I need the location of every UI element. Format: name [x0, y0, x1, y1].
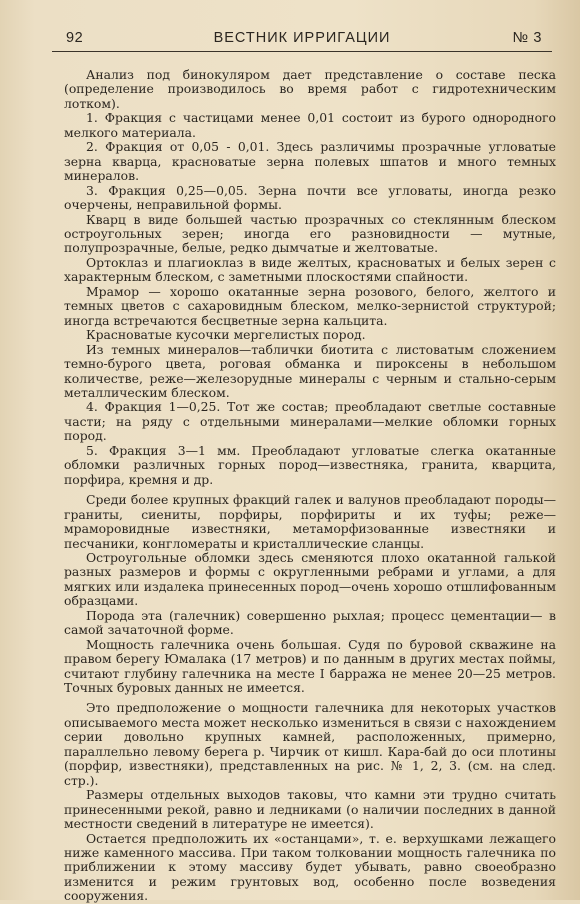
- paragraph: Порода эта (галечник) совершенно рыхлая; процесс цементации— в самой зачаточной форме.: [64, 607, 556, 638]
- paragraph: Красноватые кусочки мергелистых пород.: [86, 327, 366, 343]
- paragraph: Мрамор — хорошо окатанные зерна розового, белого, желтого и темных цветов с сахаровидным блеском, мелко-зернистой структурой; иногда встречаются бесцветные зерна кальцита.: [64, 283, 556, 328]
- paragraph: 2. Фракция от 0,05 - 0,01. Здесь различимы прозрачные угловатые зерна кварца, красноватые зерна полевых шпатов и много темных минералов.: [64, 139, 556, 184]
- paragraph: 1. Фракция с частицами менее 0,01 состоит из бурого однородного мелкого материала.: [64, 110, 556, 140]
- paragraph: Ортоклаз и плагиоклаз в виде желтых, красноватых и белых зерен с характерным блеском, с заметными плоскостями спайности.: [64, 254, 556, 285]
- paragraph: Это предположение о мощности галечника для некоторых участков описываемого места может несколько измениться в связи с нахождением серии довольно крупных камней, расположенных, примерно, параллельно левому берега р. Чирчик от кишл. Кара-бай до оси плотины (порфир, известняки), представленных на рис. № 1, 2, 3. (см. на след. стр.).: [64, 700, 556, 788]
- paragraph: Остроугольные обломки здесь сменяются плохо окатанной галькой разных размеров и формы с округленными ребрами и углами, а для мягких или издалека принесенных пород—очень хорошо отшлифованным образцами.: [64, 549, 556, 609]
- header-rule: [52, 51, 552, 52]
- paragraph: Анализ под бинокуляром дает представление о составе песка (определение производилось во время работ с гидротехническим лотком).: [64, 67, 556, 111]
- paragraph: 3. Фракция 0,25—0,05. Зерна почти все угловаты, иногда резко очерчены, неправильной формы.: [64, 182, 556, 213]
- paragraph: Среди более крупных фракций галек и валунов преобладают породы— граниты, сиениты, порфиры, порфириты и их туфы; реже—мраморовидные известняки, метаморфизованные известняки и песчаники, конгломераты и кристаллические сланцы.: [64, 492, 556, 551]
- paragraph: Размеры отдельных выходов таковы, что камни эти трудно считать принесенными рекой, равно и ледниками (о наличии последних в данной местности сведений в литературе не имеется).: [64, 787, 556, 832]
- paragraph: Из темных минералов—таблички биотита с листоватым сложением темно-бурого цвета, роговая обманка и пироксены в небольшом количестве, реже—железорудные минералы с черным и стально-серым металлическим блеском.: [64, 341, 556, 400]
- paragraph: Мощность галечника очень большая. Судя по буровой скважине на правом берегу Юмалака (17 метров) и по данным в других местах поймы, считают глубину галечника на месте I барража не менее 20—25 метров. Точных буровых данных не имеется.: [64, 636, 556, 696]
- paragraph: Кварц в виде большей частью прозрачных со стеклянным блеском остроугольных зерен; иногда его разновидности — мутные, полупрозрачные, белые, редко дымчатые и желтоватые.: [64, 211, 556, 256]
- paragraph: 4. Фракция 1—0,25. Тот же состав; преобладают светлые составные части; на ряду с отдельными минералами—мелкие обломки горных пород.: [64, 399, 556, 444]
- paragraph: 5. Фракция 3—1 мм. Преобладают угловатые слегка окатанные обломки различных горных пород—известняка, гранита, кварцита, порфира, кремня и др.: [64, 442, 556, 487]
- issue-number: № 3: [512, 30, 542, 46]
- running-header: [52, 30, 552, 50]
- page-number: 92: [66, 30, 84, 46]
- article-body: [64, 68, 556, 904]
- journal-title: ВЕСТНИК ИРРИГАЦИИ: [213, 30, 391, 46]
- paragraph: Остается предположить их «останцами», т. е. верхушками лежащего ниже каменного массива. При таком толковании мощность галечника по приближении к этому массиву будет убывать, равно своеобразно изменится и режим грунтовых вод, особенно после возведения сооружения.: [64, 830, 556, 904]
